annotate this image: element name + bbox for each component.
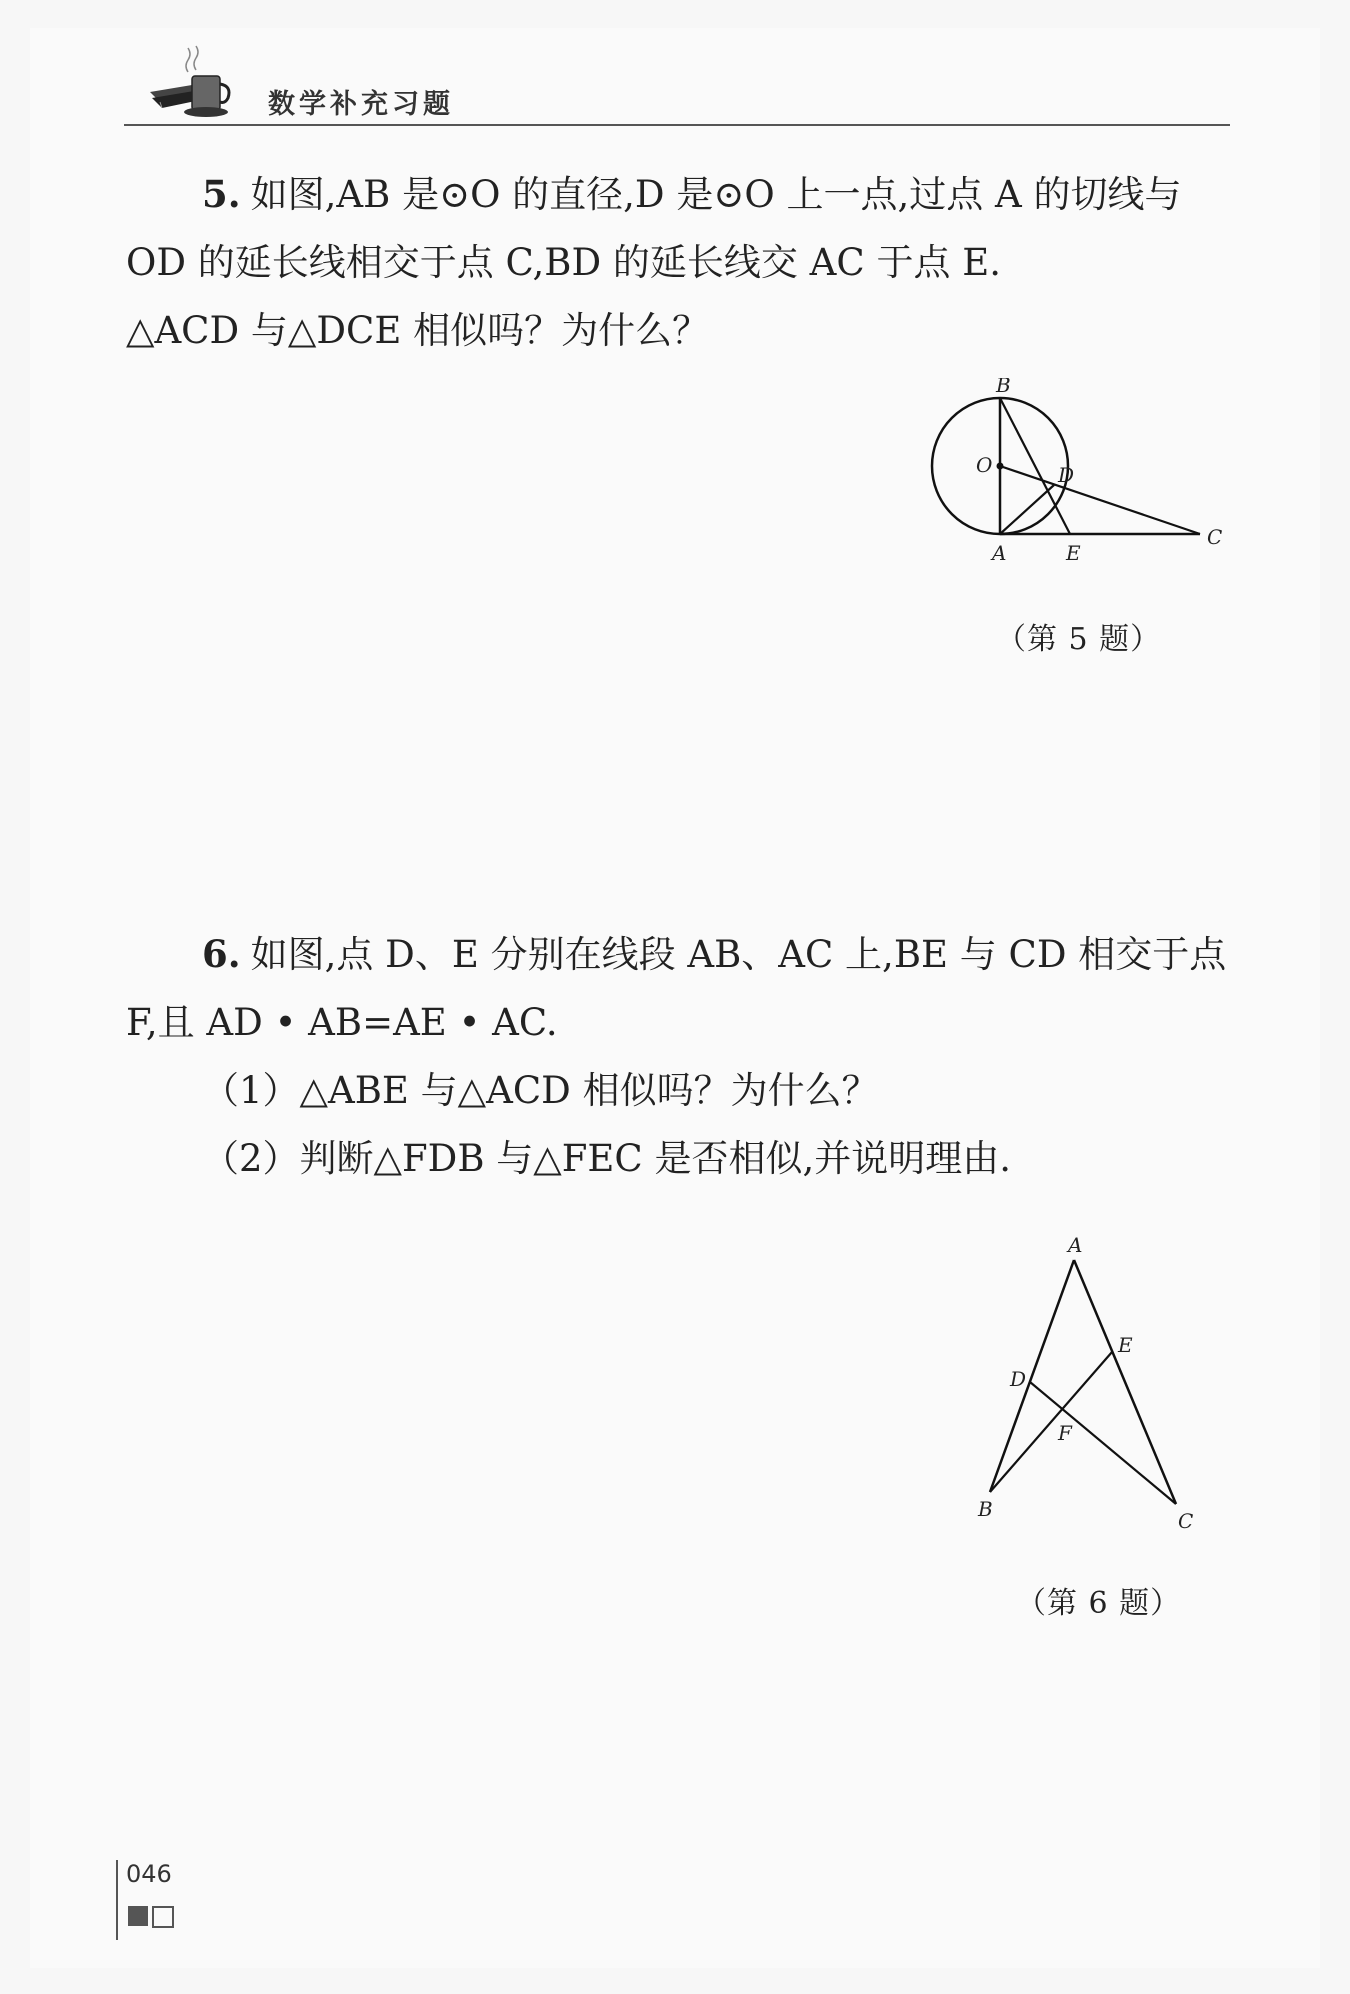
- label-b: B: [996, 378, 1011, 397]
- filled-square-icon: [128, 1906, 148, 1926]
- page-number: 046: [126, 1860, 172, 1888]
- label-f: F: [1058, 1421, 1072, 1445]
- segment-dc: [1030, 1382, 1176, 1504]
- problem-6-text: 如图,点 D、E 分别在线段 AB、AC 上,BE 与 CD 相交于点 F,且 AD • AB=AE • AC.: [126, 933, 1227, 1044]
- label-c: C: [1178, 1509, 1194, 1533]
- book-title: 数学补充习题: [268, 89, 454, 120]
- side-ac: [1074, 1260, 1176, 1504]
- center-point-o: [997, 463, 1004, 470]
- figure-5-caption: （第 5 题）: [996, 622, 1162, 657]
- problem-6-statement: [126, 920, 1230, 1057]
- header-divider: [124, 124, 1230, 126]
- label-b: B: [978, 1497, 993, 1521]
- label-e: E: [1118, 1333, 1133, 1357]
- label-c: C: [1207, 525, 1223, 549]
- problem-6-part-2: （2）判断△FDB 与△FEC 是否相似,并说明理由.: [202, 1137, 1012, 1180]
- label-a: A: [1068, 1233, 1083, 1257]
- problem-5-figure: [920, 378, 1250, 578]
- book-and-cup-icon: [148, 40, 238, 120]
- label-d: D: [1058, 463, 1075, 487]
- problem-6: [126, 920, 1230, 1193]
- line-oc: [1000, 466, 1200, 534]
- problem-5-statement: [126, 160, 1230, 297]
- label-d: D: [1010, 1367, 1027, 1391]
- figure-6-caption: （第 6 题）: [1016, 1586, 1182, 1621]
- empty-square-icon: [152, 1906, 174, 1928]
- side-ab: [990, 1260, 1074, 1492]
- segment-be: [990, 1352, 1112, 1492]
- label-o: O: [976, 453, 993, 477]
- label-a: A: [992, 541, 1007, 565]
- problem-5: [126, 160, 1230, 365]
- problem-6-number: 6.: [202, 932, 241, 976]
- problem-6-part-1: （1）△ABE 与△ACD 相似吗？为什么？: [202, 1069, 879, 1112]
- problem-5-text: 如图,AB 是⊙O 的直径,D 是⊙O 上一点,过点 A 的切线与 OD 的延长线相交于点 C,BD 的延长线交 AC 于点 E.: [126, 173, 1182, 284]
- footer-divider: [116, 1860, 118, 1940]
- label-e: E: [1066, 541, 1081, 565]
- problem-5-number: 5.: [202, 172, 241, 216]
- problem-6-figure: [960, 1222, 1210, 1542]
- problem-5-question: △ACD 与△DCE 相似吗？为什么？: [126, 309, 710, 352]
- line-ad: [1000, 485, 1054, 534]
